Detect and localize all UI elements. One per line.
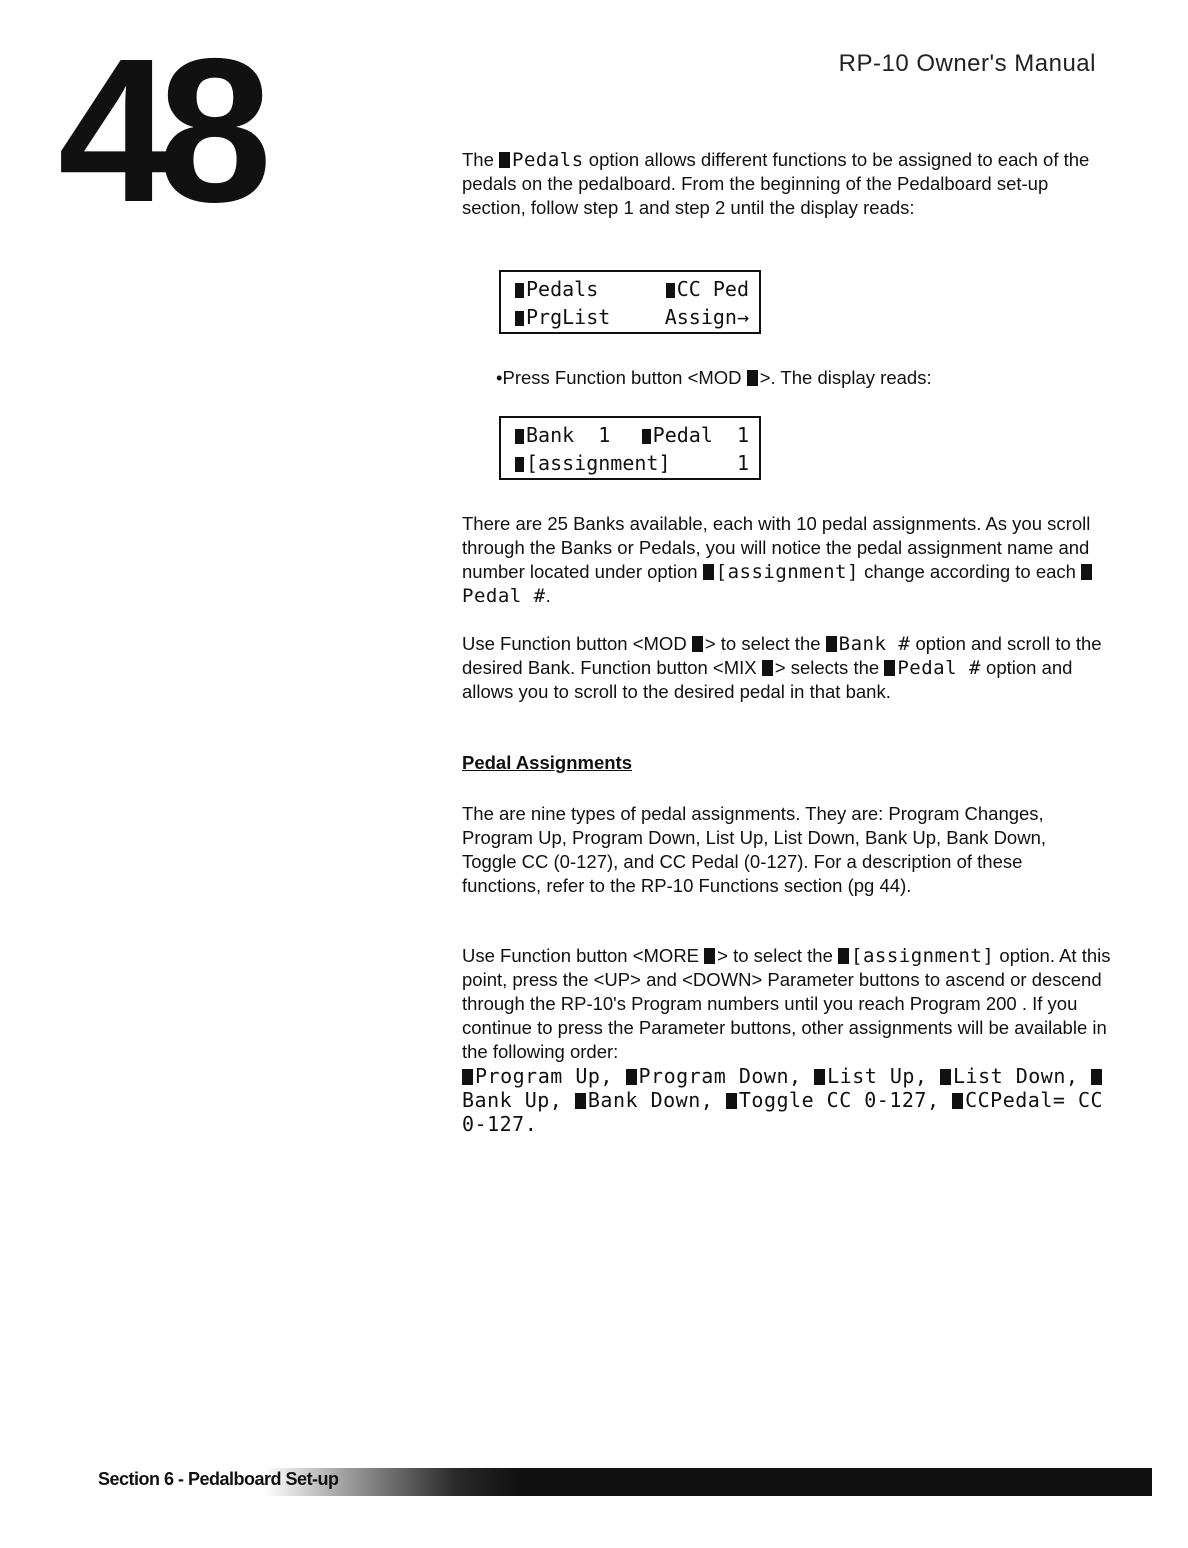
segment-icon	[515, 283, 524, 298]
segment-icon	[826, 636, 837, 652]
segment-icon	[1081, 564, 1092, 580]
more-text-b: > to select the	[717, 945, 838, 966]
intro-paragraph	[462, 148, 1102, 220]
lcd-pedal-number: Pedal #	[897, 657, 981, 679]
segment-icon	[726, 1093, 737, 1109]
assignment-order-list: Program Up, Program Down, List Up, List Down, Bank Up, Bank Down, Toggle CC 0-127, CCPedal= CC 0-127.	[462, 1064, 1104, 1136]
banks-text-b: change according to each	[858, 561, 1082, 582]
segment-icon	[462, 1069, 473, 1085]
more-text-c: option. At this point, press the <UP> and <DOWN> Parameter buttons to ascend or descend through the RP-10's Program numbers until you reach Program 200 . If you continue to press the Parameter buttons, other assignments will be available in the following order:	[462, 945, 1111, 1062]
segment-icon	[814, 1069, 825, 1085]
assignment-types-paragraph	[462, 802, 1102, 898]
segment-icon	[762, 660, 773, 676]
display1-line2-left: PrgList	[526, 305, 611, 329]
more-text-a: Use Function button <MORE	[462, 945, 705, 966]
segment-icon	[838, 948, 849, 964]
more-button-paragraph	[462, 944, 1112, 1136]
lcd-display-1	[499, 270, 761, 334]
segment-icon	[884, 660, 895, 676]
display2-line1-left: Bank 1	[526, 423, 611, 447]
bullet-step	[496, 366, 1136, 390]
assignment-types-text: The are nine types of pedal assignments. They are: Program Changes, Program Up, Program Down, List Up, List Down, Bank Up, Bank Down, Toggle CC (0-127), and CC Pedal (0-127). For a description of these functions, refer to the RP-10 Functions section (pg 44).	[462, 803, 1047, 896]
select-text-a: Use Function button <MOD	[462, 633, 692, 654]
segment-icon	[952, 1093, 963, 1109]
display2-line1-right: Pedal 1	[652, 423, 749, 447]
segment-icon	[666, 283, 675, 298]
intro-text-b: option allows different functions to be assigned to each of the pedals on the pedalboard. From the beginning of the Pedalboard set-up section, follow step 1 and step 2 until the display reads:	[462, 149, 1090, 218]
display2-line2-left: [assignment]	[526, 451, 671, 475]
page-number: 48	[58, 16, 259, 245]
lcd-assignment: [assignment]	[715, 561, 859, 583]
list-item: Toggle CC 0-127	[738, 1088, 927, 1112]
section-heading-wrap	[462, 752, 1102, 774]
display1-line1-right: CC Ped	[676, 277, 749, 301]
select-text-b: > to select the	[704, 633, 826, 654]
select-text-d: > selects the	[774, 657, 885, 678]
segment-icon	[626, 1069, 637, 1085]
select-text-e: option and allows you to scroll to the desired pedal in that bank.	[462, 657, 1073, 702]
list-item: CCPedal= CC 0-127	[462, 1088, 1104, 1136]
segment-icon	[515, 457, 524, 472]
lcd-pedals: Pedals	[512, 149, 584, 171]
banks-text-a: There are 25 Banks available, each with 10 pedal assignments. As you scroll through the Banks or Pedals, you will notice the pedal assignment name and number located under option	[462, 513, 1091, 582]
segment-icon	[1091, 1069, 1102, 1085]
display1-line2-right: Assign→	[664, 305, 749, 329]
segment-icon	[940, 1069, 951, 1085]
bullet-text-b: >. The display reads:	[759, 367, 932, 388]
segment-icon	[703, 564, 714, 580]
lcd-pedal-number: Pedal #	[462, 585, 546, 607]
lcd-display-2	[499, 416, 761, 480]
segment-icon	[499, 152, 510, 168]
list-item: List Down	[953, 1064, 1066, 1088]
lcd-bank-number: Bank #	[838, 633, 911, 655]
segment-icon	[692, 636, 703, 652]
section-heading: Pedal Assignments	[462, 752, 632, 773]
select-bank-paragraph	[462, 632, 1102, 704]
display2-line2-right: 1	[736, 451, 749, 475]
list-item: Program Down	[638, 1064, 790, 1088]
running-header: RP-10 Owner's Manual	[838, 50, 1096, 77]
banks-paragraph	[462, 512, 1102, 608]
segment-icon	[515, 429, 524, 444]
footer-section-label: Section 6 - Pedalboard Set-up	[98, 1469, 339, 1489]
lcd-assignment: [assignment]	[851, 945, 995, 967]
list-item: Bank Down	[587, 1088, 701, 1112]
display1-line1-left: Pedals	[526, 277, 599, 301]
segment-icon	[642, 429, 651, 444]
list-item: Bank Up	[462, 1088, 550, 1112]
list-item: Program Up	[475, 1064, 601, 1088]
intro-text-a: The	[462, 149, 500, 170]
segment-icon	[704, 948, 715, 964]
select-text-c: option and scroll to the desired Bank. Function button <MIX	[462, 633, 1102, 678]
segment-icon	[575, 1093, 586, 1109]
segment-icon	[515, 311, 524, 326]
segment-icon	[747, 370, 758, 386]
list-item: List Up	[827, 1064, 915, 1088]
bullet-text-a: •Press Function button <MOD	[496, 367, 747, 388]
banks-text-c: .	[545, 585, 551, 606]
